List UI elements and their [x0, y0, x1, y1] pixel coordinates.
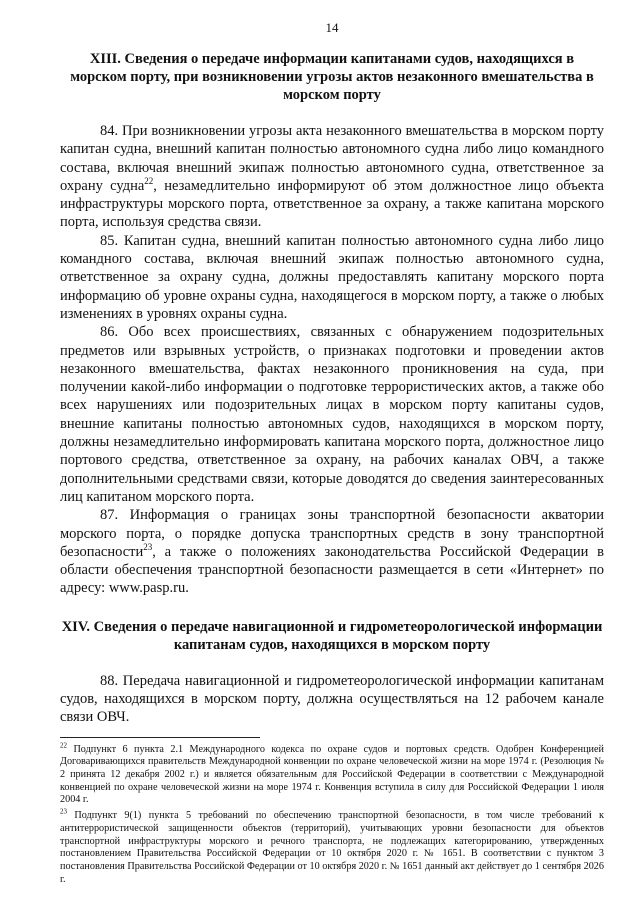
paragraph-87: 87. Информация о границах зоны транспортной безопасности акватории морского порта, о порядке допуска транспортных средств в зону транспортной безопасности$^{23}$, а также о положениях законодательства Российской Федерации в области обеспечения транспортной безопасности размещается в сети «Интернет» по адресу: www.pasp.ru. [60, 507, 604, 597]
paragraph-84: 84. При возникновении угрозы акта незаконного вмешательства в морском порту капитан судна, внешний капитан полностью автономного судна либо лицо командного состава, включая внешний экипаж полностью автономного судна, ответственное за охрану судна$^{22}$, незамедлительно информируют об этом должностное лицо объекта инфраструктуры морского порта, ответственное за охрану, а также капитана морского порта, используя средства связи. [60, 123, 604, 231]
paragraph-85: 85. Капитан судна, внешний капитан полностью автономного судна либо лицо командного состава, включая внешний экипаж полностью автономного судна, ответственное за охрану судна, должны предоставлять капитану морского порта информацию об уровне охраны судна, находящегося в морском порту, а также о любых изменениях в уровнях охраны судна. [60, 232, 604, 322]
paragraph-86: 86. Обо всех происшествиях, связанных с обнаружением подозрительных предметов или взрывных устройств, о признаках подготовки и проведении актов незаконного вмешательства, фактах незаконного проникновения на суда, при получении какой-либо информации о подготовке террористических актов, а также обо всех нарушениях или подозрительных лицах в морском порту капитаны судов, внешние капитаны полностью автономных судов, находящихся в морском порту, должны незамедлительно информировать капитана морского порта, должностное лицо портового средства, ответственное за охрану, на рабочих каналах ОВЧ, а также дополнительными средствами связи, которые доводятся до сведения заинтересованных лиц капитаном морского порта. [60, 324, 604, 505]
footnote-ref-23[interactable]: 23 [143, 542, 153, 552]
section-13-title: XIII. Сведения о передаче информации капитанами судов, находящихся в морском порту, при возникновении угрозы актов незаконного вмешательства в морском порту [70, 51, 594, 103]
section-14-title: XIV. Сведения о передаче навигационной и гидрометеорологической информации капитанам судов, находящихся в морском порту [61, 618, 603, 653]
footnote-23: $^{23}$ Подпункт 9(1) пункта 5 требований по обеспечению транспортной безопасности, в том числе требований к антитеррористической защищенности объектов (территорий), учитывающих уровни безопасности для объектов транспортной инфраструктуры морского и речного транспорта, не подлежащих категорированию, утвержденных постановлением Правительства Российской Федерации от 10 октября 2020 г. № 1651. В соответствии с пунктом 3 постановления Правительства Российской Федерации от 10 октября 2020 г. № 1651 данный акт действует до 1 сентября 2026 г. [60, 807, 604, 885]
footnote-22: $^{22}$ Подпункт 6 пункта 2.1 Международного кодекса по охране судов и портовых средств. Одобрен Конференцией Договаривающихся правительств Международной конвенции по охране человеческой жизни на море 1974 г. (Резолюция № 2 принята 12 декабря 2002 г.) и является обязательным для Российской Федерации в соответствии с Международной конвенцией по охране человеческой жизни на море 1974 г. Конвенция вступила в силу для Российской Федерации 1 июля 2004 г. [60, 741, 604, 806]
paragraph-88: 88. Передача навигационной и гидрометеорологической информации капитанам судов, находящихся в морском порту, должна осуществляться на 12 рабочем канале связи ОВЧ. [60, 672, 604, 726]
page-number: 14 [325, 20, 339, 35]
footnote-divider [60, 737, 260, 738]
footnote-ref-22[interactable]: 22 [144, 176, 154, 187]
